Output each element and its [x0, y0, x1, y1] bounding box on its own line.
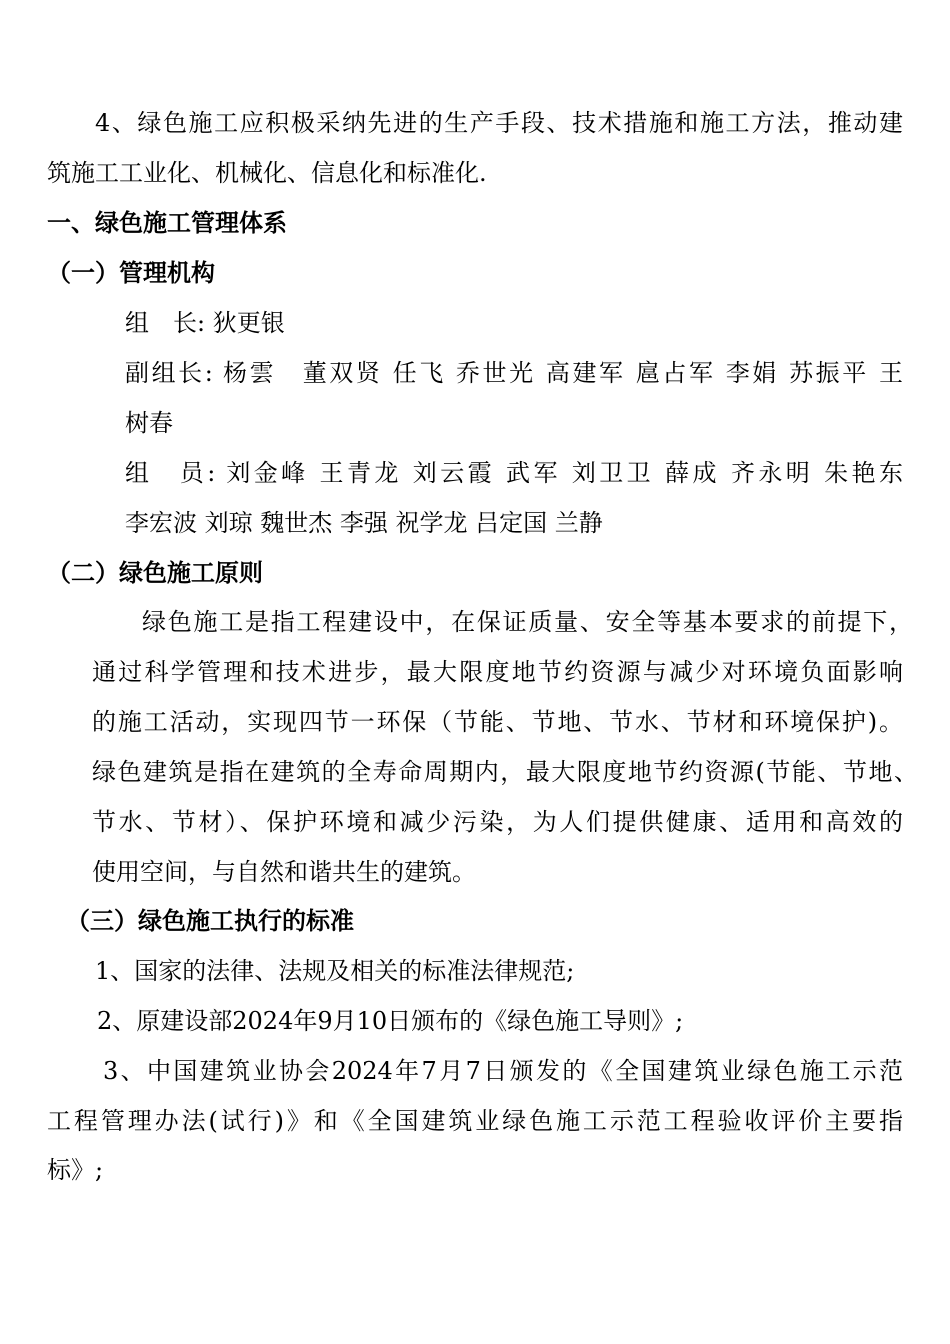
list-item: 工程管理办法(试行)》和《全国建筑业绿色施工示范工程验收评价主要指 [47, 1107, 903, 1135]
paragraph-line: 使用空间，与自然和谐共生的建筑。 [92, 858, 476, 886]
subsection-heading: （一）管理机构 [47, 259, 215, 287]
vice-leader-line: 树春 [125, 409, 173, 437]
paragraph-line: 绿色施工是指工程建设中，在保证质量、安全等基本要求的前提下， [142, 608, 913, 636]
leader-line: 组 长: 狄更银 [125, 309, 285, 337]
section-heading: 一、绿色施工管理体系 [47, 209, 287, 237]
list-item: 标》; [47, 1156, 104, 1184]
paragraph-line: 4、绿色施工应积极采纳先进的生产手段、技术措施和施工方法，推动建 [95, 109, 903, 137]
list-item: 3、中国建筑业协会2024年7月7日颁发的《全国建筑业绿色施工示范 [103, 1057, 903, 1085]
subsection-heading: （三）绿色施工执行的标准 [66, 907, 354, 935]
paragraph-line: 的施工活动，实现四节一环保（节能、节地、节水、节材和环境保护)。 [92, 708, 903, 736]
paragraph-line: 节水、节材）、保护环境和减少污染，为人们提供健康、适用和高效的 [92, 808, 903, 836]
list-item: 1、国家的法律、法规及相关的标准法律规范; [95, 957, 575, 985]
paragraph-line: 筑施工工业化、机械化、信息化和标准化. [47, 159, 487, 187]
paragraph-line: 绿色建筑是指在建筑的全寿命周期内，最大限度地节约资源(节能、节地、 [92, 758, 918, 786]
vice-leader-line: 副组长: 杨雲 董双贤 任飞 乔世光 高建军 扈占军 李娟 苏振平 王 [125, 359, 903, 387]
subsection-heading: （二）绿色施工原则 [47, 559, 263, 587]
members-line: 李宏波 刘琼 魏世杰 李强 祝学龙 吕定国 兰静 [125, 509, 603, 537]
paragraph-line: 通过科学管理和技术进步，最大限度地节约资源与减少对环境负面影响 [92, 658, 903, 686]
members-line: 组 员: 刘金峰 王青龙 刘云霞 武军 刘卫卫 薛成 齐永明 朱艳东 [125, 459, 903, 487]
list-item: 2、原建设部2024年9月10日颁布的《绿色施工导则》; [97, 1007, 684, 1035]
